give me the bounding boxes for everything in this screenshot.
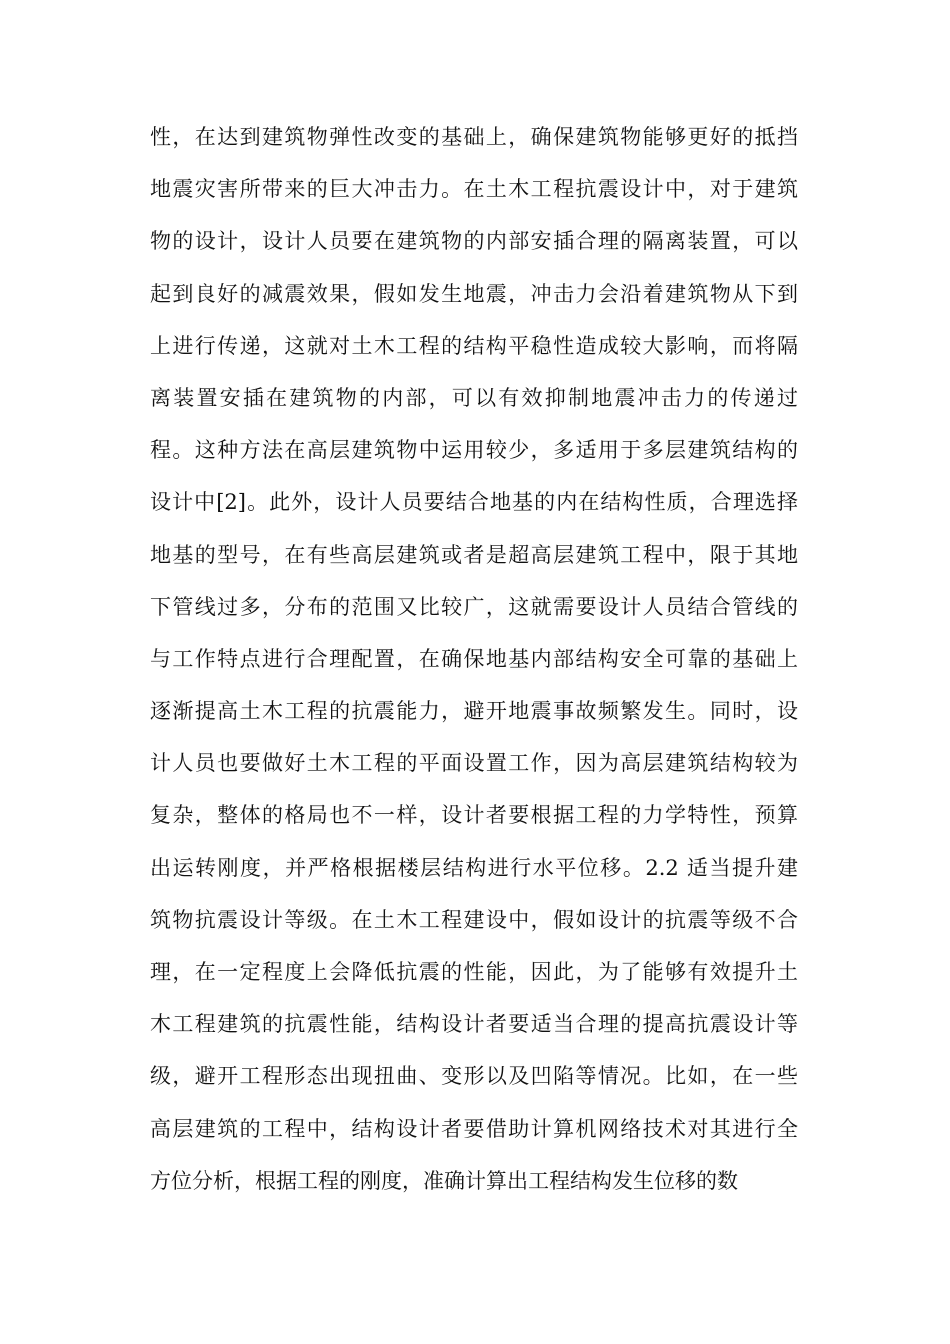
- text-line: 级，避开工程形态出现扭曲、变形以及凹陷等情况。比如，在一些: [150, 1064, 798, 1089]
- text-line: 复杂，整体的格局也不一样，设计者要根据工程的力学特性，预算: [150, 803, 798, 828]
- text-line: 性，在达到建筑物弹性改变的基础上，确保建筑物能够更好的抵挡: [150, 125, 798, 149]
- text-line: 程。这种方法在高层建筑物中运用较少，多适用于多层建筑结构的: [150, 438, 798, 463]
- text-line: 逐渐提高土木工程的抗震能力，避开地震事故频繁发生。同时，设: [150, 699, 798, 724]
- text-line: 离装置安插在建筑物的内部，可以有效抑制地震冲击力的传递过: [150, 385, 798, 410]
- text-line: 与工作特点进行合理配置，在确保地基内部结构安全可靠的基础上: [150, 646, 798, 671]
- text-line: 计人员也要做好土木工程的平面设置工作，因为高层建筑结构较为: [150, 751, 798, 776]
- text-line: 高层建筑的工程中，结构设计者要借助计算机网络技术对其进行全: [150, 1116, 798, 1141]
- text-line: 筑物抗震设计等级。在土木工程建设中，假如设计的抗震等级不合: [150, 907, 798, 932]
- text-line: 出运转刚度，并严格根据楼层结构进行水平位移。2.2 适当提升建: [150, 855, 798, 880]
- text-line: 地震灾害所带来的巨大冲击力。在土木工程抗震设计中，对于建筑: [150, 177, 798, 202]
- text-line: 上进行传递，这就对土木工程的结构平稳性造成较大影响，而将隔: [150, 333, 798, 358]
- text-line: 理，在一定程度上会降低抗震的性能，因此，为了能够有效提升土: [150, 960, 798, 984]
- text-line: 下管线过多，分布的范围又比较广，这就需要设计人员结合管线的: [150, 594, 798, 619]
- text-line: 起到良好的减震效果，假如发生地震，冲击力会沿着建筑物从下到: [150, 281, 798, 306]
- text-line: 地基的型号，在有些高层建筑或者是超高层建筑工程中，限于其地: [150, 542, 798, 567]
- body-paragraph: [150, 119, 810, 1215]
- text-line: 物的设计，设计人员要在建筑物的内部安插合理的隔离装置，可以: [150, 229, 798, 254]
- text-line: 木工程建筑的抗震性能，结构设计者要适当合理的提高抗震设计等: [150, 1012, 798, 1037]
- text-line: 方位分析，根据工程的刚度，准确计算出工程结构发生位移的数: [150, 1168, 738, 1193]
- text-line: 设计中[2]。此外，设计人员要结合地基的内在结构性质，合理选择: [150, 490, 798, 515]
